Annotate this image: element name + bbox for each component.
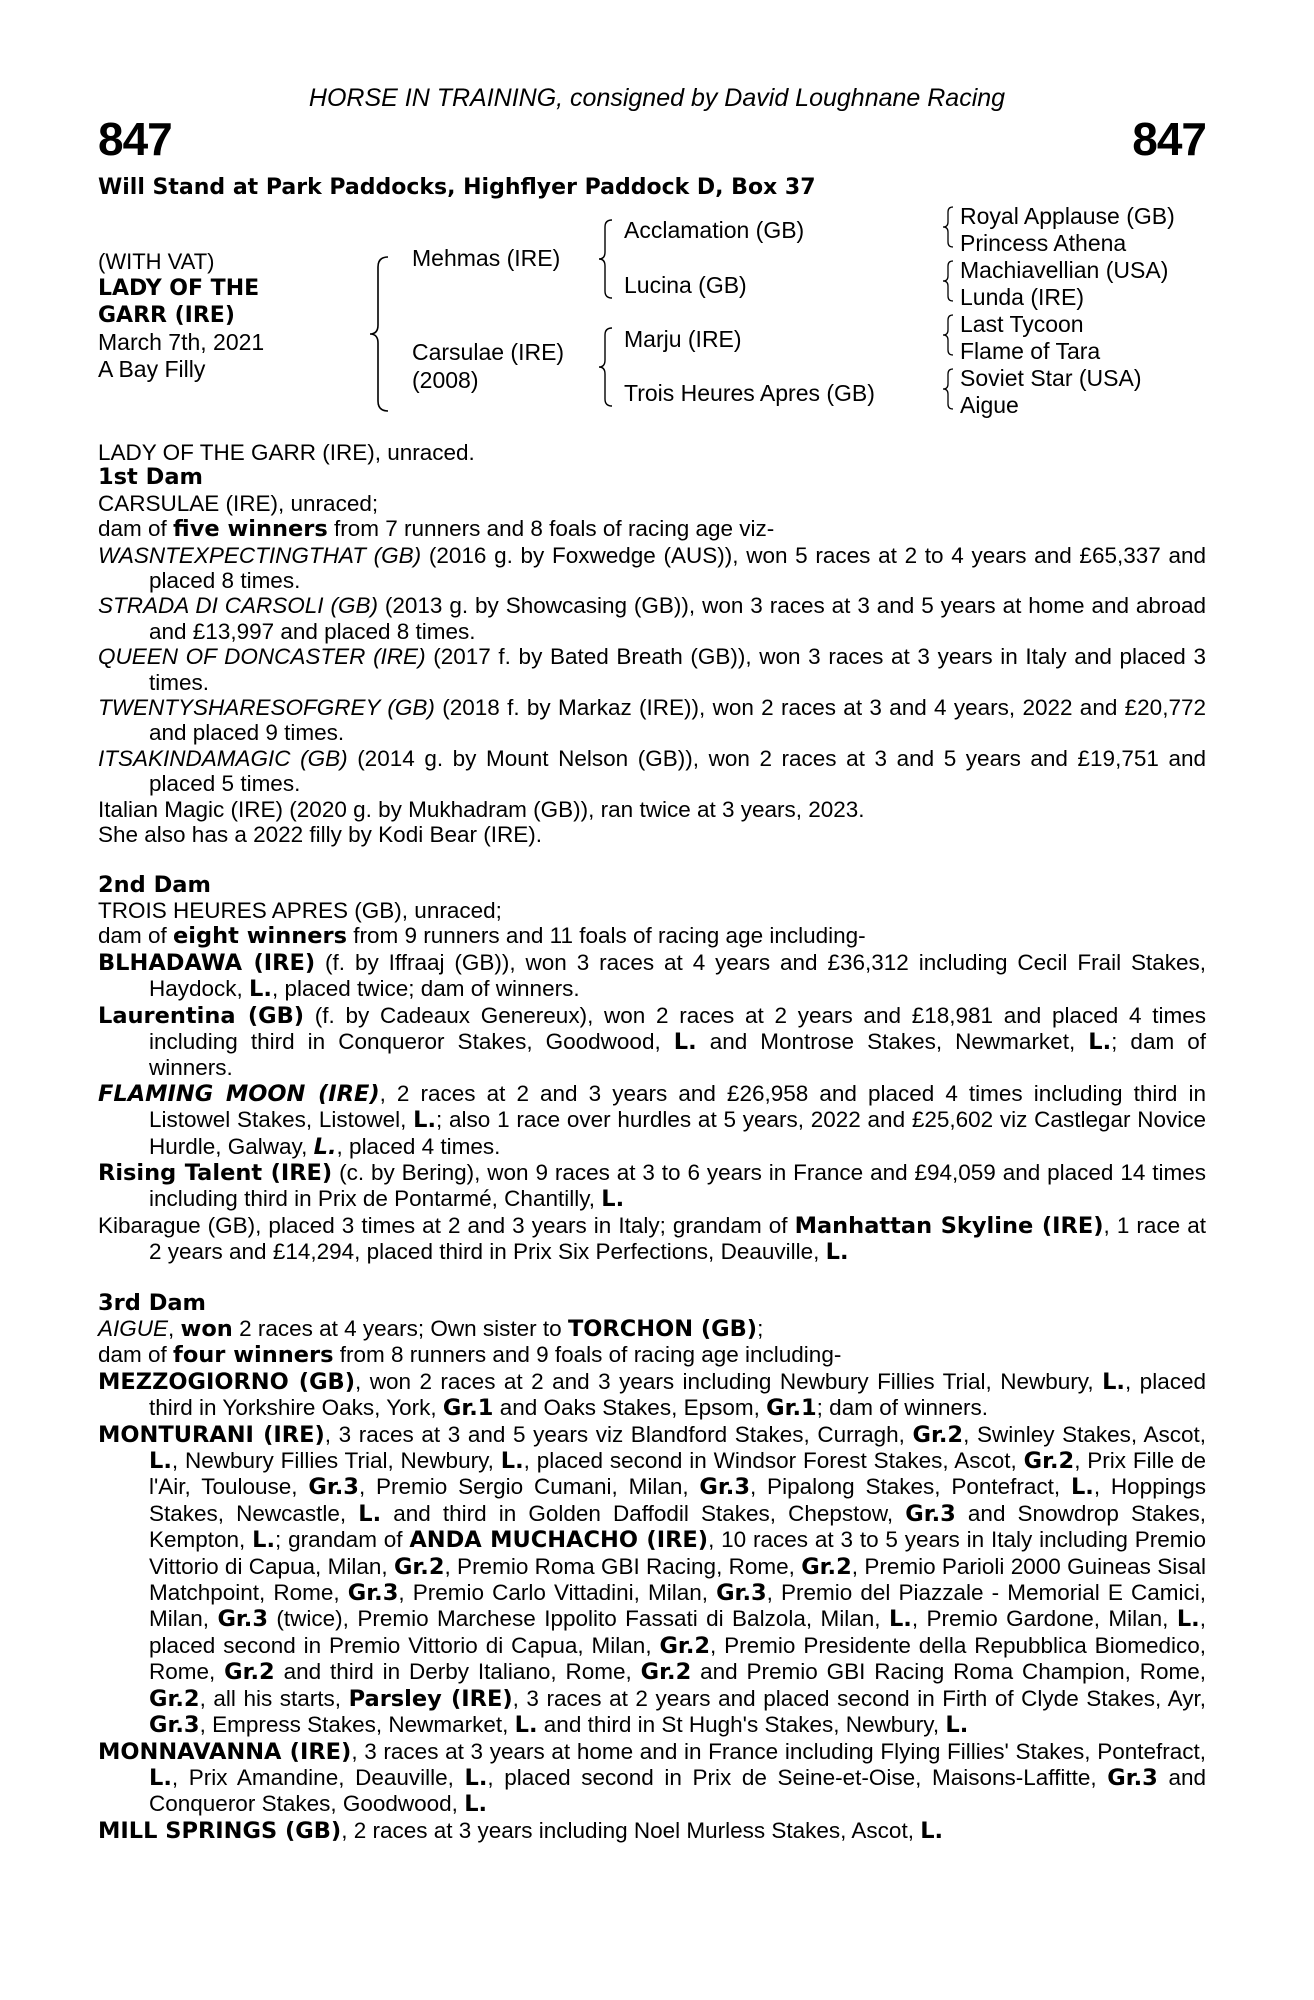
pedigree-brace-g3 — [940, 313, 956, 357]
third-dam-grandproduce-3: MILL SPRINGS (GB), 2 races at 3 years including Noel Murless Stakes, Ascot, L. — [98, 1817, 944, 1844]
dam-dam: Trois Heures Apres (GB) — [624, 380, 875, 406]
third-dam-grandproduce-1: MONTURANI (IRE), 3 races at 3 and 5 years viz Blandford Stakes, Curragh, Gr.2, Swinley Stakes, Ascot, L., Newbury Fillies Trial, Newbury, L., placed second in Windsor Forest Stakes, Ascot, Gr.2, Prix Fille de l'Air, Toulouse, Gr.3, Premio Sergio Cumani, Milan, Gr.3, Pipalong Stakes, Pontefract, L., Hoppings Stakes, Newcastle, L. and third in Golden Daffodil Stakes, Chepstow, Gr.3 and Snowdrop Stakes, Kempton, L.; grandam of ANDA MUCHACHO (IRE), 10 races at 3 to 5 years in Italy including Premio Vittorio di Capua, Milan, Gr.2, Premio Roma GBI Racing, Rome, Gr.2, Premio Parioli 2000 Guineas Sisal Matchpoint, Rome, Gr.3, Premio Carlo Vittadini, Milan, Gr.3, Premio del Piazzale - Memorial E Camici, Milan, Gr.3 (twice), Premio Marchese Ippolito Fassati di Balzola, Milan, L., Premio Gardone, Milan, L., placed second in Premio Vittorio di Capua, Milan, Gr.2, Premio Presidente della Repubblica Biomedico, Rome, Gr.2 and third in Derby Italiano, Rome, Gr.2 and Premio GBI Racing Roma Champion, Rome, Gr.2, all his starts, Parsley (IRE), 3 races at 2 years and placed second in Firth of Clyde Stakes, Ayr, Gr.3, Empress Stakes, Newmarket, L. and third in St Hugh's Stakes, Newbury, L. — [98, 1421, 1207, 1739]
second-dam-produce-summary: dam of eight winners from 9 runners and 11 foals of racing age including- — [98, 923, 866, 950]
horse-name-line2: GARR (IRE) — [98, 303, 235, 328]
first-dam-title: 1st Dam — [98, 464, 203, 491]
lot-number-right: 847 — [1132, 113, 1206, 165]
third-dam-name: AIGUE, won 2 races at 4 years; Own sister to TORCHON (GB); — [98, 1316, 764, 1342]
pedigree-brace-sire — [596, 218, 616, 300]
produce-5: ITSAKINDAMAGIC (GB) (2014 g. by Mount Nelson (GB)), won 2 races at 3 and 5 years and £19,751 and placed 5 times. — [98, 745, 1206, 797]
sire: Mehmas (IRE) — [412, 245, 561, 271]
second-dam-title: 2nd Dam — [98, 871, 211, 898]
ggp-1: Royal Applause (GB) — [960, 203, 1175, 229]
lot-number-left: 847 — [98, 113, 172, 165]
produce-2: STRADA DI CARSOLI (GB) (2013 g. by Showcasing (GB)), won 3 races at 3 and 5 years at home and abroad and £13,997 and placed 8 times. — [98, 593, 1206, 644]
intro-line: LADY OF THE GARR (IRE), unraced. — [98, 440, 475, 465]
horse-name-line1: LADY OF THE — [98, 276, 260, 301]
second-dam-produce-3: Rising Talent (IRE) (c. by Bering), won 9 races at 3 to 6 years in France and £94,059 and placed 14 times including third in Prix de Pontarmé, Chantilly, L. — [98, 1159, 1206, 1213]
sire-sire: Acclamation (GB) — [624, 217, 805, 243]
ggp-5: Last Tycoon — [960, 311, 1084, 337]
produce-4: TWENTYSHARESOFGREY (GB) (2018 f. by Markaz (IRE)), won 2 races at 3 and 4 years, 2022 and £20,772 and placed 9 times. — [98, 695, 1206, 746]
second-dam-produce-2: Laurentina (GB) (f. by Cadeaux Genereux), won 2 races at 2 years and £18,981 and placed 4 times including third in Conqueror Stakes, Goodwood, L. and Montrose Stakes, Newmarket, L.; dam of winners. — [98, 1002, 1207, 1081]
produce-1: WASNTEXPECTINGTHAT (GB) (2016 g. by Foxwedge (AUS)), won 5 races at 2 to 4 years and £65,337 and placed 8 times. — [98, 542, 1206, 594]
dam-year: (2008) — [412, 367, 479, 393]
sire-dam: Lucina (GB) — [624, 272, 747, 298]
dam-sire: Marju (IRE) — [624, 326, 742, 352]
dam: Carsulae (IRE) — [412, 339, 565, 365]
catalogue-body — [98, 440, 1206, 1844]
horse-description: A Bay Filly — [98, 356, 206, 382]
produce-3: QUEEN OF DONCASTER (IRE) (2017 f. by Bated Breath (GB)), won 3 races at 3 years in Italy and placed 3 times. — [98, 644, 1206, 695]
second-dam-produce-1: BLHADAWA (IRE) (f. by Iffraaj (GB)), won 3 races at 4 years and £36,312 including Cecil Frail Stakes, Haydock, L., placed twice; dam of winners. — [98, 949, 1207, 1003]
second-dam-grandproduce-1: FLAMING MOON (IRE), 2 races at 2 and 3 years and £26,958 and placed 4 times including third in Listowel Stakes, Listowel, L.; also 1 race over hurdles at 5 years, 2022 and £25,602 viz Castlegar Novice Hurdle, Galway, L., placed 4 times. — [98, 1080, 1207, 1160]
ggp-2: Princess Athena — [960, 230, 1127, 256]
pedigree-brace-g2 — [940, 259, 956, 303]
stand-location: Will Stand at Park Paddocks, Highflyer Paddock D, Box 37 — [98, 175, 816, 200]
first-dam-name: CARSULAE (IRE), unraced; — [98, 490, 379, 516]
pedigree-brace-g4 — [940, 367, 956, 411]
third-dam-produce-summary: dam of four winners from 8 runners and 9 foals of racing age including- — [98, 1342, 842, 1369]
ggp-4: Lunda (IRE) — [960, 284, 1085, 310]
pedigree-brace-dam — [596, 326, 616, 408]
catalogue-heading: HORSE IN TRAINING, consigned by David Loughnane Racing — [308, 84, 1006, 112]
third-dam-title: 3rd Dam — [98, 1289, 206, 1316]
produce-6: Italian Magic (IRE) (2020 g. by Mukhadram (GB)), ran twice at 3 years, 2023. — [98, 796, 865, 822]
third-dam-produce-1: MEZZOGIORNO (GB), won 2 races at 2 and 3 years including Newbury Fillies Trial, Newbury, L., placed third in Yorkshire Oaks, York, Gr.1 and Oaks Stakes, Epsom, Gr.1; dam of winners. — [98, 1368, 1206, 1422]
third-dam-grandproduce-2: MONNAVANNA (IRE), 3 races at 3 years at home and in France including Flying Fillies' Stakes, Pontefract, L., Prix Amandine, Deauville, L., placed second in Prix de Seine-et-Oise, Maisons-Laffitte, Gr.3 and Conqueror Stakes, Goodwood, L. — [98, 1738, 1207, 1818]
pedigree-brace-main — [364, 255, 394, 413]
vat-note: (WITH VAT) — [98, 249, 215, 274]
produce-note: She also has a 2022 filly by Kodi Bear (IRE). — [98, 822, 542, 848]
ggp-6: Flame of Tara — [960, 338, 1101, 364]
first-dam-produce-summary: dam of five winners from 7 runners and 8 foals of racing age viz- — [98, 516, 775, 543]
pedigree-brace-g1 — [940, 205, 956, 249]
ggp-3: Machiavellian (USA) — [960, 257, 1169, 283]
foaling-date: March 7th, 2021 — [98, 329, 265, 355]
ggp-8: Aigue — [960, 392, 1019, 418]
ggp-7: Soviet Star (USA) — [960, 365, 1142, 391]
horse-info — [98, 248, 264, 383]
second-dam-produce-4: Kibarague (GB), placed 3 times at 2 and 3 years in Italy; grandam of Manhattan Skyline (IRE), 1 race at 2 years and £14,294, placed third in Prix Six Perfections, Deauville, L. — [98, 1212, 1206, 1266]
second-dam-name: TROIS HEURES APRES (GB), unraced; — [98, 897, 502, 923]
